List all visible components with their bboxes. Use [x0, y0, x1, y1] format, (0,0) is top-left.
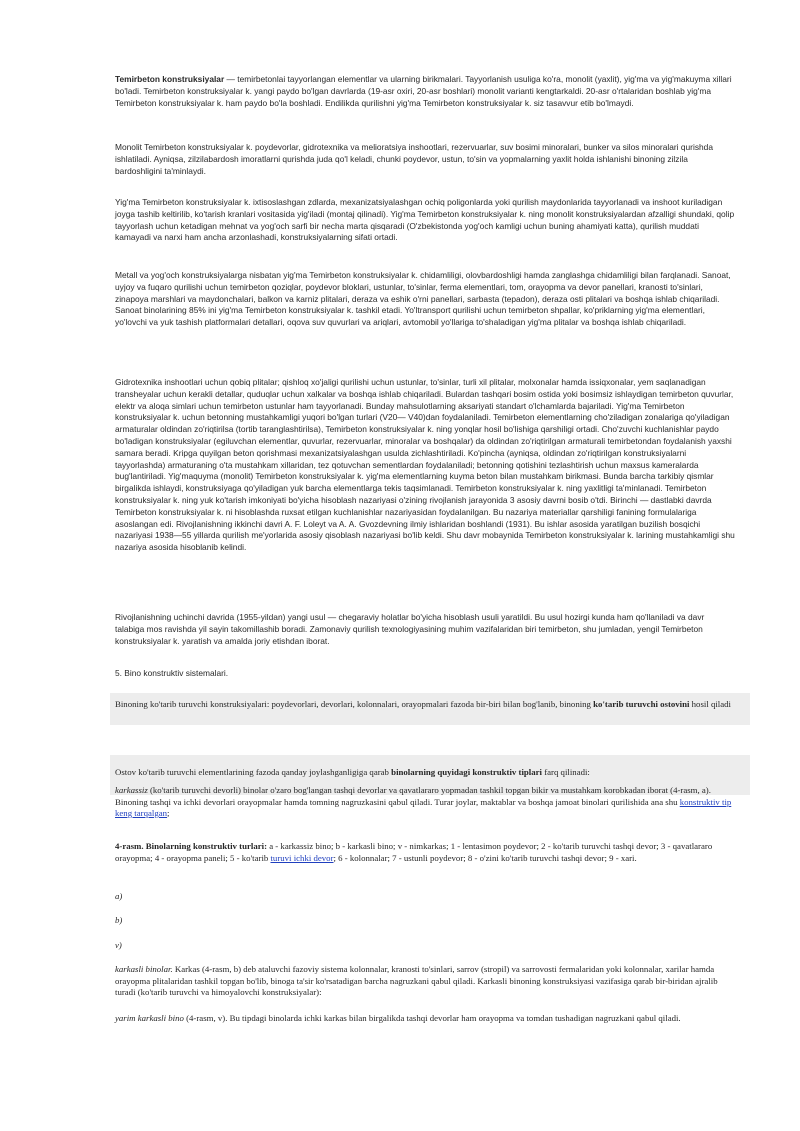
paragraph-karkasli [115, 964, 735, 999]
figure-label-v: v) [115, 940, 122, 950]
figure-caption [115, 841, 735, 864]
paragraph-metall: Metall va yog'och konstruksiyalarga nisbatan yig'ma Temirbeton konstruksiyalar k. chidamliligi, olovbardoshligi hamda zanglashga chidamliligi bilan farqlanadi. Sanoat, uyjoy va fuqaro qurilishi uchun temirbeton qoziqlar, poydevor bloklari, ustunlar, to'sinlar, ferma elementlari, tom, orayopma va devor panellari, kranosti to'sinlari, zinapoya marshlari va maydonchalari, balkon va karniz plitalari, deraza va eshik o'rni panellari, sarbasta (tepadon), deraza osti plitalari va boshqa ishlab chiqariladi. Sanoat binolarining 85% ini yig'ma Temirbeton konstruksiyalar k. tashkil etadi. Yo'ltransport qurilishi uchun temirbeton shpallar, ko'priklarning yig'ma elementlari, yo'lovchi va yuk tashish platformalari detallari, oqova suv quvurlari va ariqlari, avtomobil yo'llariga to'shaladigan yig'ma plitalar va boshqa ishlab chiqariladi. [115, 270, 731, 328]
paragraph-tiplar-text: Ostov ko'tarib turuvchi elementlarining fazoda qanday joylashganligiga qarab [115, 767, 392, 777]
paragraph-ostov-bold: ko'tarib turuvchi ostovini [593, 699, 690, 709]
link-ichki-devor[interactable]: turuvi ichki devor [270, 852, 334, 863]
paragraph-karkassiz-tail: ; [167, 808, 170, 818]
paragraph-yarim-karkasli [115, 1013, 735, 1025]
paragraph-karkassiz-text: (ko'tarib turuvchi devorli) binolar o'zaro bog'langan tashqi devorlar va qavatlararo yopmadan tashkil topgan bikir va mustahkam korobkadan iborat (4-rasm, a). Binoning tashqi va ichki devorlari orayopmalar hamda tomning nagruzkasini qabul qiladi. Turar joylar, maktablar va boshqa jamoat binolari qurilishida ana shu [115, 785, 711, 807]
figure-caption-tail: ; 6 - kolonnalar; 7 - ustunli poydevor; 8 - o'zini ko'tarib turuvchi tashqi devor; 9 - xari. [333, 852, 637, 863]
paragraph-gidrotexnika: Gidrotexnika inshootlari uchun qobiq plitalar; qishloq xo'jaligi qurilishi uchun ustunlar, to'sinlar, turli xil plitalar, molxonalar hamda issiqxonalar, yem saqlanadigan transheyalar uchun kerakli detallar, quduqlar uchun xalkalar va boshqa ishlab chiqariladi. Bulardan tashqari bosim ostida yoki bosimsiz ishlaydigan temirbeton quvurlar, elektr va aloqa simlari uchun temirbeton ustunlar ham tayyorlanadi. Bunday mahsulotlarning aksariyati standart o'lchamlarda bajariladi. Yig'ma Temirbeton konstruksiyalar k. uchun betonning mustahkamligi yuqori bo'lgan turlari (V20— V40)dan foydalaniladi. Temirbeton elementlarning cho'ziladigan zonalariga qo'yiladigan armaturalar oldindan zo'riqtirilsa (tortib taranglashtirilsa), Temirbeton konstruksiyalar k. ning yonqlar hosil bo'lishiga qarshiligi ortadi. Cho'zuvchi kuchlanishlar paydo bo'ladigan konstruksiyalar (egiluvchan elementlar, quvurlar, rezervuarlar, minoralar va boshqalar) da oldindan zo'riqtirilgan armaturali temirbetondan foydalanish yaxshi samara beradi. Kripga quyilgan beton qorishmasi mexanizatsiyalashgan usulda zichlashtiriladi. Ko'pincha (ayniqsa, oldindan zo'riqtirilgan konstruksiyalarni tayyorlashda) armaturaning o'ta mustahkam xillaridan, tez qotuvchan sementlardan foydalaniladi; betonning qotishini tezlashtirish uchun maxsus kameralarda bug'lantiriladi. Yig'maquyma (monolit) Temirbeton konstruksiyalar k. yig'ma elementlarning kuyma beton bilan mustahkam birikmasi. Bunda barcha tarkibiy qismlar birgalikda ishlaydi, konstruksiyaga qo'yiladigan yuk barcha elementlarga tekis taqsimlanadi. Temirbeton konstruksiyalar k. ning yaxlitligi ta'minlanadi. Temirbeton konstruksiyalar k. ning yuk ko'tarish imkoniyati bo'yicha hisoblash nazariyasi o'zining rivojlanish jarayonida 3 asosiy davrni bosib o'tdi. Birinchi — dastlabki davrda Temirbeton konstruksiyalar k. ni hisoblashda ruxsat etilgan kuchlanishlar nazariyasidan foydalanilgan. Bu nazariya materiallar qarshiligi fanining formulalariga asoslangan edi. Rivojlanishning ikkinchi davri A. F. Loleyt va A. A. Gvozdevning ilmiy ishlaridan boshlandi (1931). Bu ishlar asosida yaratilgan buzilish bosqichi nazariyasi 1938—55 yillarda qurilish me'yorlarida asosiy qisoblash nazariyasi bo'lib keldi. Shu davr mobaynida Temirbeton konstruksiyalar k. larining mustahkamligi shu nazariya asosida hisoblanib kelindi. [115, 377, 735, 553]
term-temirbeton: Temirbeton konstruksiyalar [115, 74, 225, 84]
paragraph-ostov-tail: hosil qiladi [689, 699, 731, 709]
paragraph-tiplar [115, 767, 735, 779]
figure-caption-title: 4-rasm. Binolarning konstruktiv turlari: [115, 841, 267, 851]
term-karkassiz: karkassiz [115, 785, 148, 795]
term-yarim-karkasli: yarim karkasli bino [115, 1013, 184, 1023]
paragraph-ostov-text: Binoning ko'tarib turuvchi konstruksiyalari: poydevorlari, devorlari, kolonnalari, orayopmalari fazoda bir-biri bilan bog'lanib, binoning [115, 699, 594, 709]
paragraph-tiplar-tail: farq qilinadi: [542, 767, 590, 777]
figure-label-a: a) [115, 891, 123, 901]
paragraph-yigma: Yig'ma Temirbeton konstruksiyalar k. ixtisoslashgan zdlarda, mexanizatsiyalashgan ochiq poligonlarda yoki qurilish maydonlarida tayyorlanadi va inshoot kuriladigan joyga tashib keltirilib, ko'tarish kranlari vositasida yig'iladi (montaj qilinadi). Yig'ma Temirbeton konstruksiyalar k. ning monolit konstruksiyalardan afzalligi shundaki, qolip tayyorlash uchun ketadigan mehnat va yog'och sarfi bir necha marta qisqaradi (O'zbekistonda yog'och kamligi uchun buning ahamiyati katta), qurilish muddati kamayadi va narxi ham ancha arzonlashadi, konstruksiyalarning sifati ortadi. [115, 197, 735, 243]
paragraph-intro-text: — temirbetonlai tayyorlangan elementlar va ularning birikmalari. Tayyorlanish usuliga ko'ra, monolit (yaxlit), yig'ma va yig'makuyma xillari bo'ladi. Temirbeton konstruksiyalar k. yangi paydo bo'lgan davrlarda (19-asr oxiri, 20-asr boshlari) monolit varianti kengtarkaldi. 20-asr o'rtalaridan boshlab yig'ma Temirbeton konstruksiyalar k. ham paydo bo'la boshladi. Endilikda qurilishni yig'ma Temirbeton konstruksiyalar k. siz tasavvur etib bo'lmaydi. [115, 74, 732, 108]
paragraph-ostov [115, 699, 735, 711]
paragraph-tiplar-bold: binolarning quyidagi konstruktiv tiplari [391, 767, 542, 777]
paragraph-yarim-karkasli-text: (4-rasm, v). Bu tipdagi binolarda ichki karkas bilan birgalikda tashqi devorlar ham orayopma va tomdan tushadigan nagruzkani qabul qiladi. [183, 1013, 681, 1023]
paragraph-rivojlanish: Rivojlanishning uchinchi davrida (1955-yildan) yangi usul — chegaraviy holatlar bo'yicha hisoblash usuli yaratildi. Bu usul hozirgi kunda ham qo'llaniladi va davr talabiga mos ravishda yil sayin takomillashib boradi. Zamonaviy qurilish texnologiyasining muhim vazifalaridan biri temirbeton, shu jumladan, yengil Temirbeton konstruksiyalar k. yaratish va amalda joriy etishdan iborat. [115, 612, 705, 646]
link-konstruktiv-tip[interactable]: konstruktiv tip keng tarqalgan [115, 796, 732, 818]
paragraph-monolit: Monolit Temirbeton konstruksiyalar k. poydevorlar, gidrotexnika va melioratsiya inshootlari, rezervuarlar, suv bosimi minoralari, bunker va silos minoralari qurishda ishlatiladi. Ayniqsa, zilzilabardosh imoratlarni qurishda juda qo'l keladi, chunki poydevor, ustun, to'sin va yopmalarning yaxlit holda ishlanishi binoning zilzila bardoshligini ta'minlaydi. [115, 142, 713, 176]
term-karkasli: karkasli binolar. [115, 964, 173, 974]
paragraph-karkassiz [115, 785, 735, 820]
figure-label-b: b) [115, 915, 123, 925]
paragraph-karkasli-text: Karkas (4-rasm, b) deb ataluvchi fazoviy sistema kolonnalar, kranosti to'sinlari, sarrov (stropil) va sarrovosti fermalaridan yoki kolonnalar, xarilar hamda orayopma plitalaridan tashkil topgan bo'lib, binoga ta'sir ko'rsatadigan barcha nagruzkani qabul qiladi. Karkasli binoning konstruksiyasi vazifasiga qarab bir-biridan ajralib turadi (ko'tarib turuvchi va himoyalovchi konstruksiyalar): [115, 964, 718, 997]
section-heading: 5. Bino konstruktiv sistemalari. [115, 668, 229, 678]
figure-caption-text: a - karkassiz bino; b - karkasli bino; v - nimkarkas; 1 - lentasimon poydevor; 2 - ko'tarib turuvchi tashqi devor; 3 - qavatlararo orayopma; 4 - orayopma paneli; 5 - ko'tarib [115, 841, 713, 863]
paragraph-intro [115, 74, 735, 109]
